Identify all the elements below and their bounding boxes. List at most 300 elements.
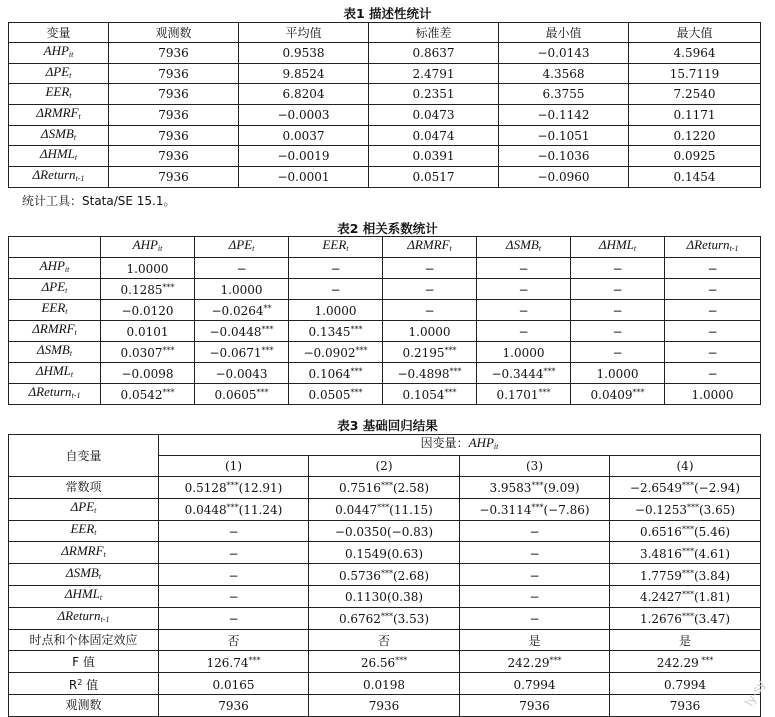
row-label-text: F 值 [72, 654, 95, 669]
table3-row [9, 542, 761, 564]
table3-cell [610, 673, 761, 695]
coefficient-value: 1.0000 [408, 325, 451, 339]
table1-cell: 7936 [109, 167, 239, 188]
variable-subscript: t [70, 370, 74, 379]
table3-cell [159, 564, 309, 586]
table3-cell [159, 694, 309, 716]
table2-row-label [9, 258, 101, 279]
coefficient-value: − [707, 325, 718, 339]
t-statistic: (12.91) [238, 481, 283, 496]
table1-header-cell: 变量 [9, 23, 109, 43]
variable-subscript: t-1 [100, 615, 110, 625]
significance-stars: *** [444, 388, 457, 397]
table3-cell [309, 564, 460, 586]
variable-subscript: t [99, 593, 103, 603]
delta-symbol: Δ [505, 237, 514, 252]
delta-symbol: Δ [36, 342, 45, 357]
row-variable [45, 84, 71, 99]
table2-row [9, 279, 761, 300]
variable-name: RMRF [414, 237, 450, 252]
coefficient-value: 0.5128 [184, 481, 227, 496]
variable-subscript: t [94, 506, 97, 516]
significance-stars: *** [531, 503, 544, 513]
coefficient-value: 0.0447 [335, 503, 378, 518]
row-variable [37, 342, 72, 357]
variable-name: SMB [44, 342, 70, 357]
table1-cell: 0.0037 [239, 125, 369, 146]
column-variable [229, 237, 255, 252]
table3-cell [460, 564, 610, 586]
coefficient-value: −0.0120 [121, 304, 174, 318]
significance-stars: *** [681, 590, 694, 600]
table3-cell [309, 651, 460, 673]
t-statistic: (5.46) [693, 524, 731, 539]
variable-subscript: it [64, 265, 70, 274]
variable-subscript: t [73, 132, 77, 142]
coefficient-value: 242.29 [507, 655, 550, 670]
table3-cell [309, 498, 460, 520]
coefficient-value: −0.0671 [209, 346, 262, 360]
variable-name: HML [606, 237, 634, 252]
delta-symbol: Δ [36, 104, 44, 120]
delta-symbol: Δ [407, 237, 415, 252]
t-statistic: (−2.94) [693, 481, 741, 496]
table1-row [9, 146, 761, 167]
variable-subscript: t-1 [729, 244, 739, 253]
coefficient-value: 126.74 [206, 655, 249, 670]
delta-symbol: Δ [28, 384, 37, 399]
coefficient-value: −0.0098 [121, 367, 174, 381]
table1-row [9, 63, 761, 84]
table3-row-label [9, 629, 159, 651]
row-label-text: R [68, 677, 78, 692]
delta-symbol: Δ [39, 146, 48, 162]
table2-corner-cell [9, 237, 101, 258]
table3-row [9, 498, 761, 520]
coefficient-value: − [529, 590, 540, 605]
table3-cell [610, 629, 761, 651]
significance-stars: *** [681, 612, 694, 622]
table2-row-label [9, 363, 101, 384]
coefficient-value: − [612, 304, 623, 318]
table2-cell [665, 342, 761, 363]
table2-header-cell [665, 237, 761, 258]
significance-stars: *** [162, 346, 175, 355]
table2-cell [477, 363, 571, 384]
row-variable [66, 565, 101, 580]
variable-name: AHP [132, 237, 158, 252]
table3-cell [309, 629, 460, 651]
coefficient-value: 0.1064 [308, 367, 351, 381]
column-variable [133, 237, 163, 252]
table1-caption: 表1 描述性统计 [343, 6, 432, 21]
table1-note: 统计工具：Stata/SE 15.1。 [22, 194, 176, 208]
coefficient-value: − [330, 262, 341, 276]
table2-cell [289, 321, 383, 342]
table2-header-cell [383, 237, 477, 258]
table2-cell [665, 279, 761, 300]
significance-stars: *** [531, 481, 544, 491]
coefficient-value: 是 [678, 633, 691, 648]
table2-cell [289, 384, 383, 405]
table1-cell: 7936 [109, 125, 239, 146]
coefficient-value: 7936 [669, 699, 701, 714]
table3-caption: 表3 基础回归结果 [337, 418, 438, 433]
coefficient-value: − [518, 262, 529, 276]
coefficient-value: −0.0043 [215, 367, 268, 381]
table3-row-label [9, 520, 159, 542]
variable-name: Return [65, 608, 101, 624]
table2-correlation-matrix [8, 236, 761, 405]
row-variable [40, 258, 70, 273]
table2-header-row [9, 237, 761, 258]
row-variable [44, 43, 74, 58]
table2-cell [289, 279, 383, 300]
table1-header-cell: 最大值 [629, 23, 761, 43]
table1-cell: 15.7119 [629, 63, 761, 84]
variable-subscript: t [74, 153, 78, 163]
table1-cell: −0.1051 [499, 125, 629, 146]
significance-stars: *** [261, 325, 274, 334]
table2-cell [383, 363, 477, 384]
coefficient-value: 0.1345 [308, 325, 351, 339]
table2-cell [571, 342, 665, 363]
variable-name: HML [47, 146, 75, 162]
variable-subscript: it [68, 49, 74, 59]
table1-cell: 0.0473 [369, 105, 499, 126]
table3-model-header: (2) [309, 456, 460, 477]
table3-row-label [9, 673, 159, 695]
table2-cell [383, 279, 477, 300]
coefficient-value: − [529, 612, 540, 627]
table3-cell [159, 477, 309, 499]
dependent-variable-name [469, 435, 499, 450]
t-statistic: (2.58) [392, 481, 430, 496]
table2-header-cell [289, 237, 383, 258]
table2-cell [477, 258, 571, 279]
table1-cell: −0.0003 [239, 105, 369, 126]
coefficient-value: − [707, 262, 718, 276]
table2-cell [101, 363, 195, 384]
coefficient-value: 0.7516 [338, 481, 381, 496]
table3-model-header: (1) [159, 456, 309, 477]
table3-cell [610, 477, 761, 499]
significance-stars: *** [350, 325, 363, 334]
table2-row [9, 321, 761, 342]
table3-row-label [9, 607, 159, 629]
row-variable [33, 167, 85, 182]
table3-cell [460, 542, 610, 564]
table2-row-label [9, 342, 101, 363]
coefficient-value: −0.0350 [334, 524, 387, 539]
table3-cell [159, 520, 309, 542]
significance-stars: *** [261, 346, 274, 355]
table1-cell: 0.0925 [629, 146, 761, 167]
row-variable [32, 321, 77, 336]
table2-cell [101, 321, 195, 342]
table3-model-header: (3) [460, 456, 610, 477]
table2-cell [477, 321, 571, 342]
table3-row-label [9, 694, 159, 716]
coefficient-value: 否 [227, 633, 240, 648]
table3-regression-results [8, 434, 761, 717]
coefficient-value: 0.7994 [513, 677, 556, 692]
row-variable [36, 105, 81, 120]
variable-name: HML [43, 363, 71, 378]
table1-cell: 2.4791 [369, 63, 499, 84]
table3-cell [309, 607, 460, 629]
variable-name: RMRF [43, 104, 79, 120]
delta-symbol: Δ [41, 279, 50, 294]
table2-header-cell [571, 237, 665, 258]
coefficient-value: − [612, 346, 623, 360]
variable-subscript: t-1 [71, 391, 81, 400]
coefficient-value: −0.4898 [397, 367, 450, 381]
coefficient-value: − [612, 325, 623, 339]
table2-cell [195, 321, 289, 342]
dependent-label: 因变量： [420, 436, 469, 450]
table2-row [9, 384, 761, 405]
significance-stars: *** [698, 655, 714, 665]
coefficient-value: −0.1253 [634, 503, 687, 518]
coefficient-value: −0.0448 [209, 325, 262, 339]
table3-row-label [9, 542, 159, 564]
significance-stars: *** [226, 503, 239, 513]
coefficient-value: 0.0605 [214, 388, 257, 402]
table2-cell [101, 300, 195, 321]
table3-row [9, 694, 761, 716]
variable-name: PE [49, 279, 66, 294]
significance-stars: *** [538, 388, 551, 397]
table1-cell: 0.1171 [629, 105, 761, 126]
table2-cell [383, 384, 477, 405]
coefficient-value: − [707, 283, 718, 297]
coefficient-value: 3.4816 [639, 546, 682, 561]
table1-cell: −0.0001 [239, 167, 369, 188]
coefficient-value: −0.3444 [491, 367, 544, 381]
coefficient-value: 0.1285 [120, 283, 163, 297]
table2-cell [195, 384, 289, 405]
table3-corner-cell: 自变量 [9, 435, 159, 477]
coefficient-value: 0.1549 [344, 546, 387, 561]
coefficient-value: −0.0902 [303, 346, 356, 360]
table3-cell [460, 607, 610, 629]
table3-cell [309, 694, 460, 716]
row-variable [71, 499, 97, 514]
coefficient-value: − [529, 524, 540, 539]
coefficient-value: − [424, 283, 435, 297]
coefficient-value: −2.6549 [629, 481, 682, 496]
coefficient-value: 是 [528, 633, 541, 648]
table3-cell [159, 629, 309, 651]
variable-subscript: t [538, 244, 542, 253]
t-statistic: (9.09) [543, 481, 580, 496]
table1-cell: 7936 [109, 63, 239, 84]
row-label-text: 常数项 [65, 480, 102, 495]
table3-cell [159, 542, 309, 564]
table1-row-label [9, 105, 109, 126]
coefficient-value: 0.0307 [120, 346, 163, 360]
watermark: ly-sy [741, 677, 769, 709]
table2-cell [195, 363, 289, 384]
coefficient-value: 0.1701 [496, 388, 539, 402]
table1-cell: −0.0019 [239, 146, 369, 167]
table1-cell: 0.1220 [629, 125, 761, 146]
table3-cell [159, 585, 309, 607]
table1-cell: 0.0517 [369, 167, 499, 188]
row-variable [36, 363, 73, 378]
table3-row [9, 651, 761, 673]
t-statistic: (11.15) [389, 503, 433, 518]
coefficient-value: − [228, 524, 239, 539]
delta-symbol: Δ [70, 499, 79, 515]
delta-symbol: Δ [40, 125, 49, 141]
coefficient-value: − [529, 546, 540, 561]
table2-cell [571, 300, 665, 321]
variable-subscript: t [69, 70, 72, 80]
table1-row [9, 105, 761, 126]
table1-row [9, 84, 761, 105]
t-statistic: (11.24) [238, 503, 283, 518]
column-variable [407, 237, 452, 252]
table3-row [9, 629, 761, 651]
variable-subscript: t [346, 244, 349, 253]
table2-row [9, 258, 761, 279]
table3-dependent-variable [159, 435, 761, 456]
coefficient-value: − [424, 262, 435, 276]
coefficient-value: 0.7994 [664, 677, 706, 692]
variable-name: RMRF [39, 321, 75, 336]
table1-header-cell: 平均值 [239, 23, 369, 43]
significance-stars: ** [263, 304, 272, 313]
delta-symbol: Δ [598, 237, 607, 252]
significance-stars: *** [686, 503, 699, 513]
row-variable [41, 300, 67, 315]
table3-row [9, 607, 761, 629]
variable-subscript: t [69, 91, 72, 101]
table3-cell [309, 520, 460, 542]
table2-cell [195, 258, 289, 279]
table1-row [9, 125, 761, 146]
coefficient-value: − [518, 283, 529, 297]
table3-row-label [9, 651, 159, 673]
table1-header-cell: 最小值 [499, 23, 629, 43]
table3-row [9, 564, 761, 586]
variable-subscript: t-1 [75, 173, 85, 183]
variable-subscript: t [78, 111, 81, 121]
table3-row-label [9, 498, 159, 520]
coefficient-value: 0.0198 [363, 677, 405, 692]
table2-cell [383, 258, 477, 279]
delta-symbol: Δ [35, 363, 44, 378]
row-variable [40, 146, 77, 161]
coefficient-value: −0.3114 [479, 503, 532, 518]
variable-name: SMB [513, 237, 539, 252]
table3-cell [460, 673, 610, 695]
table2-cell [477, 384, 571, 405]
table1-cell: 6.8204 [239, 84, 369, 105]
table1-cell: 0.0474 [369, 125, 499, 146]
table3-cell [309, 542, 460, 564]
table3-cell [159, 498, 309, 520]
table2-cell [101, 384, 195, 405]
table2-cell [383, 300, 477, 321]
coefficient-value: 1.0000 [314, 304, 357, 318]
variable-subscript: t [449, 244, 452, 253]
delta-symbol: Δ [65, 564, 74, 580]
table3-row [9, 673, 761, 695]
coefficient-value: −0.0264 [211, 304, 264, 318]
table1-cell: 4.5964 [629, 43, 761, 64]
coefficient-value: 7936 [519, 699, 550, 714]
delta-symbol: Δ [686, 237, 695, 252]
table2-header-cell [101, 237, 195, 258]
table3-row [9, 585, 761, 607]
table1-cell: −0.0143 [499, 43, 629, 64]
table2-cell [665, 363, 761, 384]
table3-cell [460, 498, 610, 520]
table2-cell [289, 363, 383, 384]
significance-stars: *** [681, 568, 694, 578]
coefficient-value: 1.0000 [220, 283, 263, 297]
table3-cell [610, 498, 761, 520]
coefficient-value: 0.0448 [184, 503, 227, 518]
table1-cell: 9.8524 [239, 63, 369, 84]
coefficient-value: 0.0542 [120, 388, 163, 402]
coefficient-value: 0.5736 [338, 568, 381, 583]
delta-symbol: Δ [61, 542, 69, 558]
significance-stars: *** [681, 481, 694, 491]
table3-cell [610, 542, 761, 564]
variable-subscript: t [94, 527, 97, 537]
table1-cell: −0.1036 [499, 146, 629, 167]
coefficient-value: − [707, 367, 718, 381]
significance-stars: *** [449, 367, 462, 376]
variable-name: EER [70, 520, 95, 536]
variable-name: Return [694, 237, 730, 252]
table2-header-cell [195, 237, 289, 258]
table2-cell [571, 363, 665, 384]
coefficient-value: − [424, 304, 435, 318]
table3-cell [610, 585, 761, 607]
variable-name: Return [40, 166, 76, 182]
table2-cell [383, 342, 477, 363]
table3-row-label [9, 585, 159, 607]
significance-stars: *** [377, 503, 390, 513]
coefficient-value: 0.1130 [344, 590, 387, 605]
coefficient-value: − [612, 283, 623, 297]
table1-cell: 0.1454 [629, 167, 761, 188]
table2-row-label [9, 384, 101, 405]
table3-cell [460, 694, 610, 716]
variable-subscript: t [65, 286, 68, 295]
significance-stars: *** [380, 568, 393, 578]
variable-name: RMRF [68, 542, 104, 558]
coefficient-value: 1.0000 [596, 367, 639, 381]
table1-row-label [9, 63, 109, 84]
column-variable [687, 237, 739, 252]
t-statistic: (0.63) [386, 546, 424, 561]
coefficient-value: 0.0409 [590, 388, 633, 402]
coefficient-value: 7936 [218, 699, 249, 714]
table3-cell [460, 477, 610, 499]
table1-cell: 7936 [109, 84, 239, 105]
table2-row-label [9, 300, 101, 321]
table2-cell [195, 300, 289, 321]
t-statistic: (3.47) [693, 612, 731, 627]
table2-cell [101, 279, 195, 300]
table2-cell [571, 321, 665, 342]
